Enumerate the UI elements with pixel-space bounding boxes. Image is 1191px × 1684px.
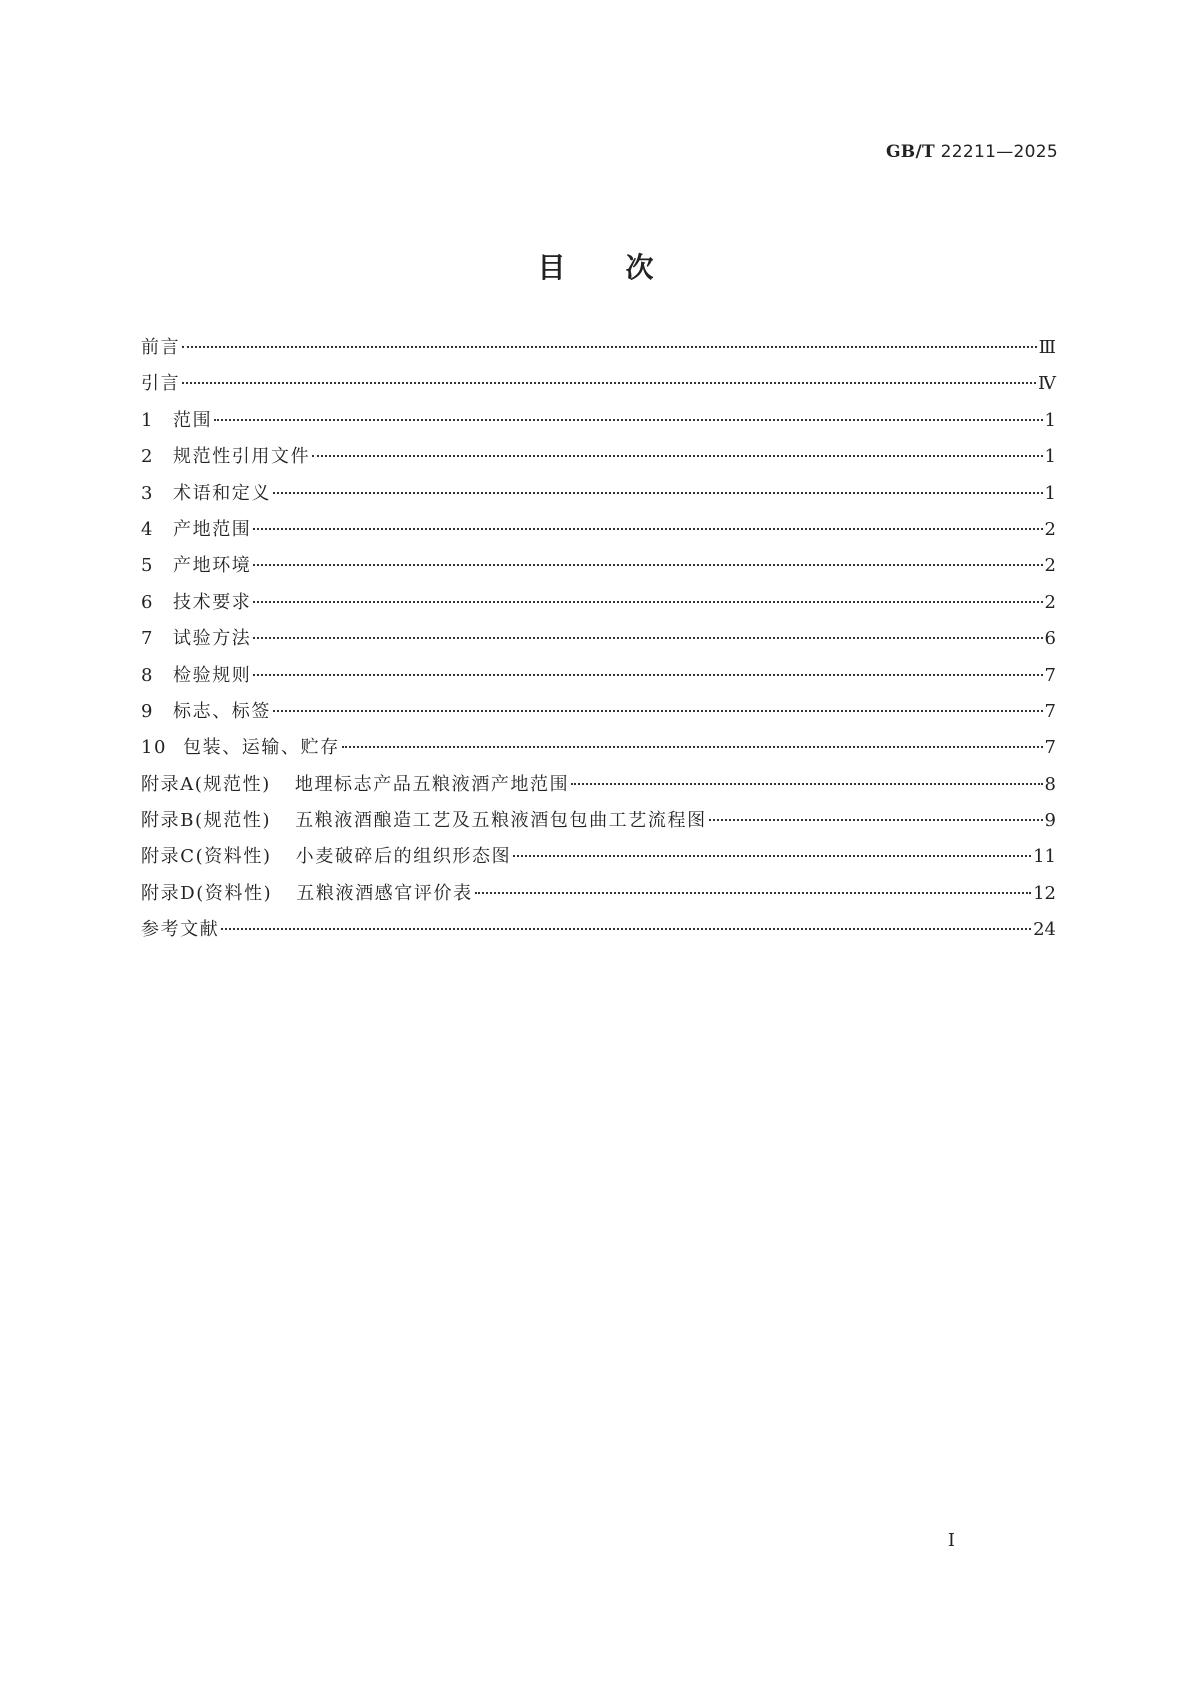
toc-entry-page: 24 bbox=[1033, 919, 1056, 941]
toc-entry-number: 6 bbox=[141, 591, 155, 613]
dot-leader bbox=[342, 746, 1043, 748]
toc-entry-label: 规范性引用文件 bbox=[173, 446, 311, 468]
dot-leader bbox=[182, 346, 1036, 348]
annex-heading: 附录D(资料性) bbox=[141, 882, 273, 904]
dot-leader bbox=[253, 601, 1042, 603]
annex-heading: 附录B(规范性) bbox=[141, 810, 272, 832]
toc-entry-page: 12 bbox=[1033, 882, 1056, 904]
toc-entry-production-environment[interactable] bbox=[141, 552, 1056, 588]
annex-heading: 附录C(资料性) bbox=[141, 846, 272, 868]
toc-entry-page: 1 bbox=[1044, 446, 1056, 468]
toc-entry-label: 试验方法 bbox=[173, 628, 252, 650]
toc-entry-page: 7 bbox=[1044, 700, 1056, 722]
toc-entry-annex-b[interactable] bbox=[141, 807, 1056, 843]
toc-entry-bibliography[interactable] bbox=[141, 916, 1056, 952]
toc-entry-label bbox=[141, 843, 511, 871]
dot-leader bbox=[273, 492, 1043, 494]
toc-entry-label: 前言 bbox=[141, 337, 181, 358]
toc-entry-number: 1 bbox=[141, 409, 155, 431]
toc-entry-inspection-rules[interactable] bbox=[141, 662, 1056, 698]
toc-entry-page: 7 bbox=[1044, 664, 1056, 686]
toc-entry-label bbox=[141, 771, 569, 799]
toc-entry-label bbox=[141, 880, 473, 908]
toc-entry-label: 产地范围 bbox=[173, 518, 252, 540]
dot-leader bbox=[475, 892, 1031, 894]
toc-entry-label bbox=[141, 807, 707, 835]
dot-leader bbox=[182, 382, 1036, 384]
toc-entry-number: 9 bbox=[141, 700, 155, 722]
dot-leader bbox=[709, 819, 1043, 821]
toc-entry-number: 5 bbox=[141, 555, 155, 577]
dot-leader bbox=[253, 637, 1042, 639]
toc-entry-page: Ⅲ bbox=[1038, 337, 1056, 358]
toc-entry-label: 标志、标签 bbox=[173, 700, 271, 722]
toc-entry-number: 8 bbox=[141, 664, 155, 686]
toc-entry-number: 4 bbox=[141, 518, 155, 540]
annex-title: 地理标志产品五粮液酒产地范围 bbox=[294, 773, 570, 795]
toc-entry-production-area[interactable] bbox=[141, 516, 1056, 552]
standard-number bbox=[886, 142, 1058, 162]
toc-entry-label: 范围 bbox=[173, 409, 213, 431]
toc-entry-annex-a[interactable] bbox=[141, 771, 1056, 807]
dot-leader bbox=[221, 928, 1031, 930]
dot-leader bbox=[214, 419, 1042, 421]
toc-entry-marking-labeling[interactable] bbox=[141, 698, 1056, 734]
standard-code: 22211—2025 bbox=[940, 142, 1058, 162]
toc-entry-label: 包装、运输、贮存 bbox=[183, 737, 340, 759]
table-of-contents bbox=[141, 334, 1056, 953]
toc-entry-annex-d[interactable] bbox=[141, 880, 1056, 916]
toc-entry-scope[interactable] bbox=[141, 407, 1056, 443]
annex-title: 小麦破碎后的组织形态图 bbox=[295, 846, 512, 868]
toc-entry-page: 2 bbox=[1044, 518, 1056, 540]
toc-entry-page: 1 bbox=[1044, 409, 1056, 431]
toc-entry-number: 7 bbox=[141, 628, 155, 650]
toc-entry-number: 2 bbox=[141, 446, 155, 468]
dot-leader bbox=[273, 710, 1043, 712]
toc-entry-page: 2 bbox=[1044, 555, 1056, 577]
dot-leader bbox=[312, 455, 1042, 457]
toc-entry-page: 8 bbox=[1044, 773, 1056, 795]
toc-entry-page: 1 bbox=[1044, 482, 1056, 504]
annex-title: 五粮液酒感官评价表 bbox=[296, 882, 473, 904]
toc-entry-page: 6 bbox=[1044, 628, 1056, 650]
toc-entry-introduction[interactable] bbox=[141, 370, 1056, 406]
toc-entry-annex-c[interactable] bbox=[141, 843, 1056, 879]
annex-title: 五粮液酒酿造工艺及五粮液酒包包曲工艺流程图 bbox=[295, 810, 707, 832]
dot-leader bbox=[253, 674, 1042, 676]
toc-entry-packaging-storage[interactable] bbox=[141, 734, 1056, 770]
toc-entry-page: 11 bbox=[1033, 846, 1056, 868]
toc-entry-label: 参考文献 bbox=[141, 919, 220, 941]
dot-leader bbox=[253, 564, 1042, 566]
toc-entry-page: 2 bbox=[1044, 591, 1056, 613]
toc-entry-terms-definitions[interactable] bbox=[141, 480, 1056, 516]
dot-leader bbox=[253, 528, 1042, 530]
toc-entry-label: 引言 bbox=[141, 373, 181, 395]
toc-title: 目次 bbox=[537, 251, 714, 284]
toc-entry-page: 7 bbox=[1044, 737, 1056, 759]
toc-entry-label: 产地环境 bbox=[173, 555, 252, 577]
toc-entry-technical-requirements[interactable] bbox=[141, 589, 1056, 625]
toc-entry-page: Ⅳ bbox=[1038, 373, 1056, 395]
annex-heading: 附录A(规范性) bbox=[141, 773, 271, 795]
toc-entry-label: 术语和定义 bbox=[173, 482, 271, 504]
dot-leader bbox=[571, 783, 1042, 785]
toc-entry-test-methods[interactable] bbox=[141, 625, 1056, 661]
page-number: I bbox=[947, 1530, 955, 1551]
toc-entry-foreword[interactable] bbox=[141, 334, 1056, 370]
dot-leader bbox=[513, 855, 1031, 857]
toc-entry-normative-references[interactable] bbox=[141, 443, 1056, 479]
toc-entry-number: 10 bbox=[141, 737, 168, 759]
toc-entry-label: 检验规则 bbox=[173, 664, 252, 686]
toc-entry-label: 技术要求 bbox=[173, 591, 252, 613]
standard-prefix: GB/T bbox=[885, 142, 935, 162]
toc-entry-page: 9 bbox=[1044, 810, 1056, 832]
toc-entry-number: 3 bbox=[141, 482, 155, 504]
